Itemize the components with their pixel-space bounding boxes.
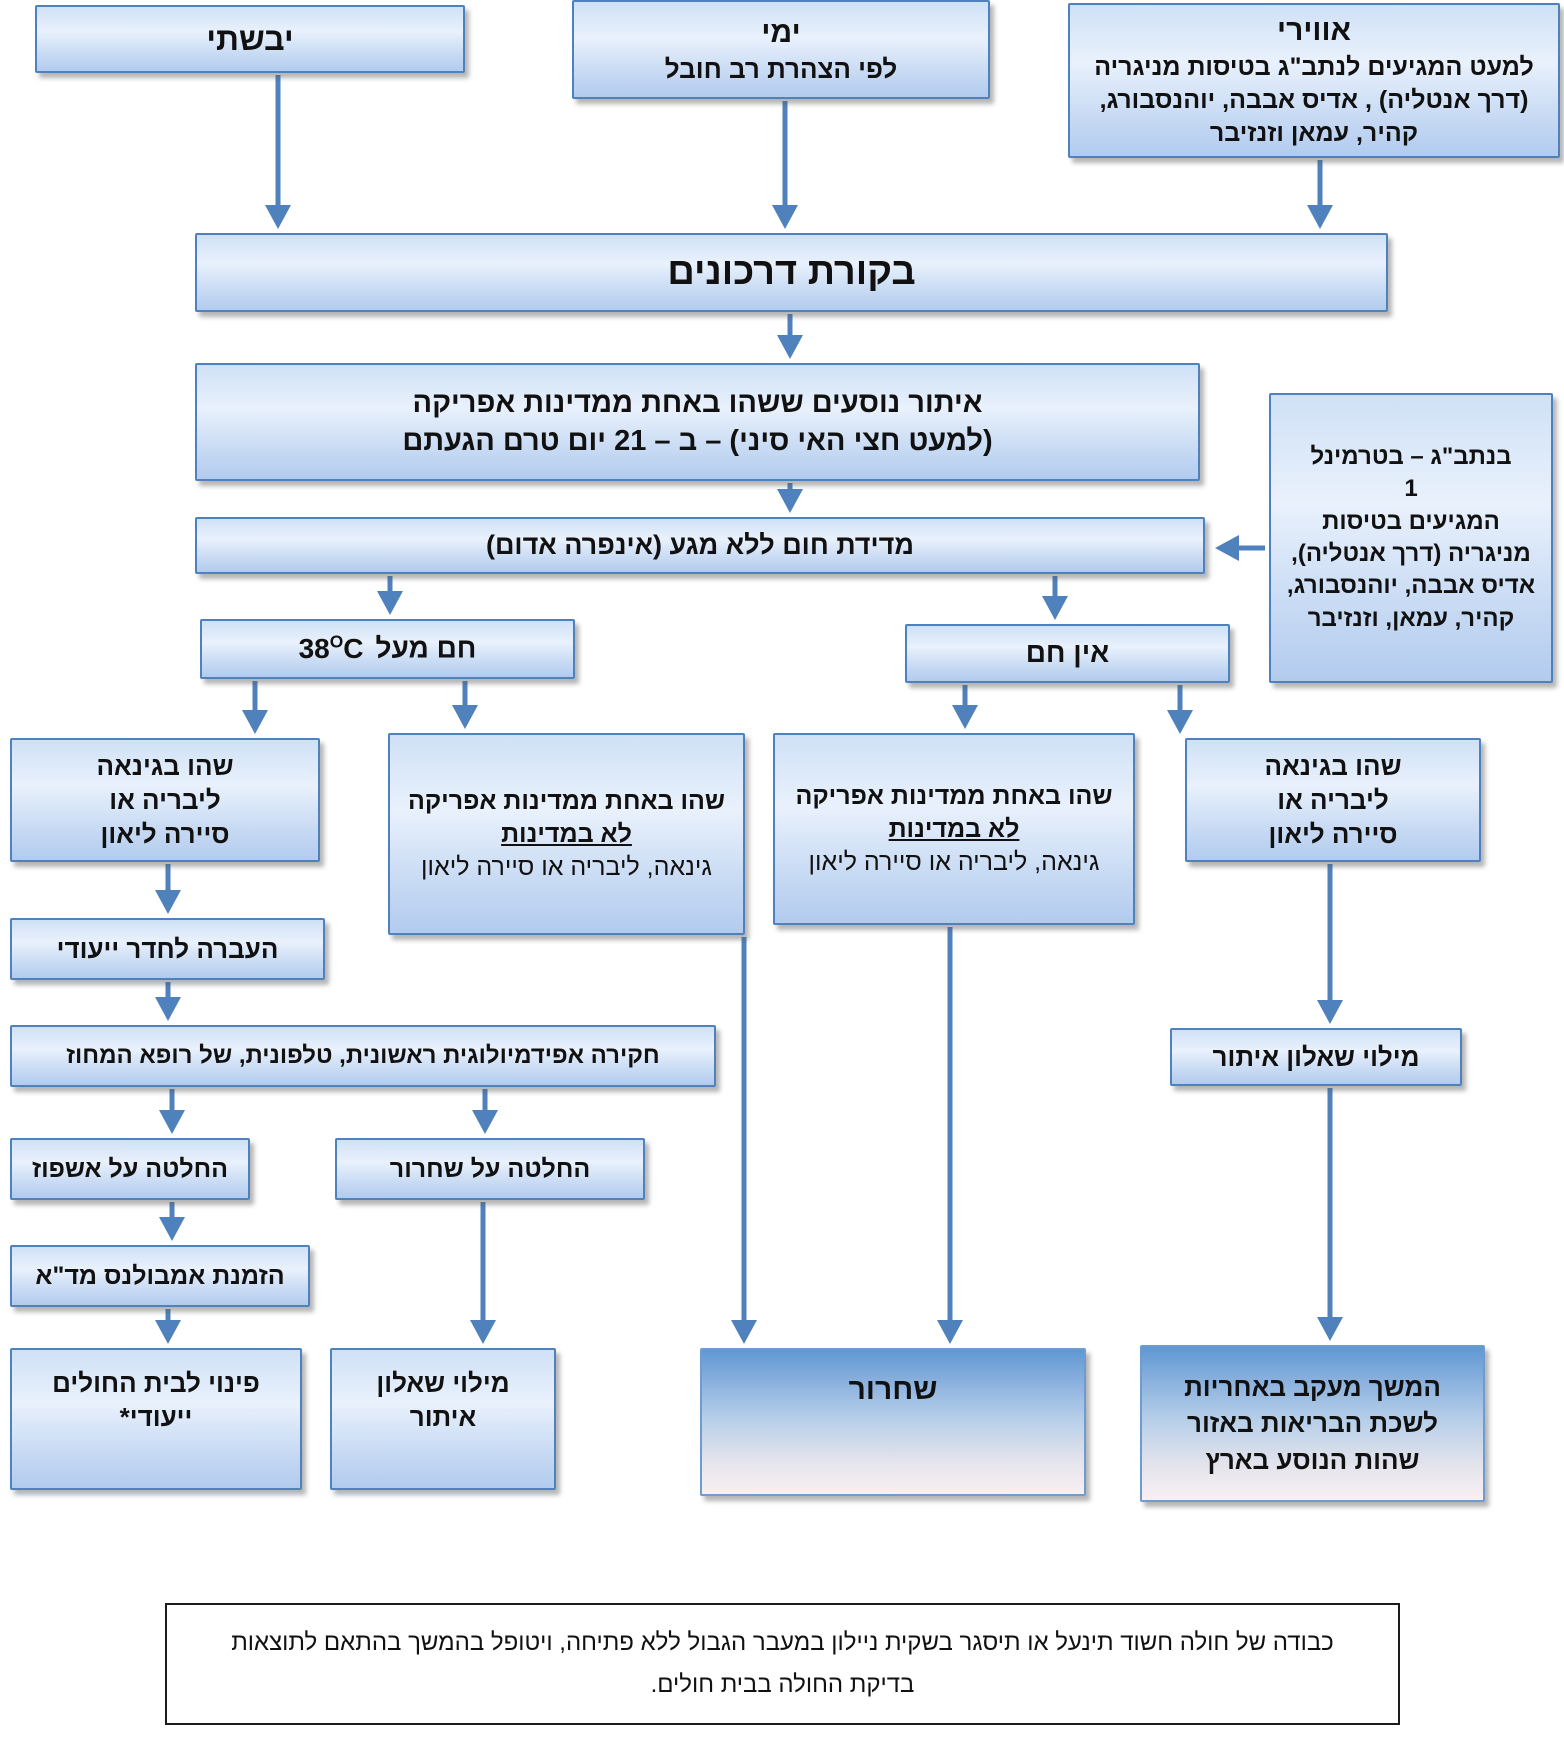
text-line: סיירה ליאון (1268, 819, 1398, 850)
text-line: יבשתי (206, 20, 294, 57)
box-stayed-guinea-no-fever (1185, 738, 1481, 862)
text-line: ייעודי* (119, 1402, 193, 1433)
text-line: (למעט חצי האי סיני) – ב – 21 יום טרם הגעתם (402, 425, 993, 457)
box-locate-travelers (195, 363, 1200, 481)
text-line: לשכת הבריאות באזור (1186, 1408, 1439, 1439)
text-line: פינוי לבית החולים (52, 1368, 260, 1398)
temperature-value: $38^OC$ (298, 631, 364, 664)
text-line: שהו בגינאה (1264, 750, 1402, 781)
text-line: מילוי שאלון איתור (1212, 1041, 1420, 1072)
box-evacuate-hospital (10, 1348, 302, 1490)
box-arrival-sea (572, 0, 990, 99)
text-line: אין חם (1025, 637, 1110, 669)
box-title: ימי (761, 15, 801, 49)
box-stayed-africa-fever (388, 733, 745, 935)
text-line: ליבריה או (109, 784, 221, 815)
text-line: המגיעים בטיסות מניגריה (דרך אנטליה), אדיס אבבה, יוהנסבורג, קהיר, עמאן, וזנזיבר (1286, 507, 1536, 632)
box-transfer-dedicated-room (10, 918, 325, 980)
text-line: בקורת דרכונים (667, 251, 916, 294)
text-line: הזמנת אמבולנס מד"א (35, 1261, 285, 1290)
text-line: בנתב"ג – בטרמינל (1310, 442, 1512, 470)
text-line (299, 630, 477, 667)
box-temperature-check (195, 517, 1205, 574)
fever-label: חם מעל (375, 632, 477, 664)
box-stayed-africa-no-fever (773, 733, 1135, 925)
box-fill-questionnaire-left (330, 1348, 556, 1490)
text-line: מדידת חום ללא מגע (אינפרה אדום) (486, 529, 914, 560)
note-luggage (165, 1603, 1400, 1725)
text-line: החלטה על אשפוז (31, 1154, 229, 1183)
text-line: שחרור (848, 1373, 938, 1406)
box-arrival-air (1068, 3, 1560, 158)
box-terminal1-note (1269, 393, 1553, 683)
text-line: שהות הנוסע בארץ (1205, 1444, 1420, 1475)
note-text: כבודה של חולה חשוד תינעל או תיסגר בשקית ניילון במעבר הגבול ללא פתיחה, ויטופל בהמשך בהתאם לתוצאות בדיקת החולה בבית חולים. (231, 1629, 1334, 1698)
text-line: גינאה, ליבריה או סיירה ליאון (808, 847, 1100, 876)
text-line: לפי הצהרת רב חובל (664, 54, 898, 85)
text-line: מילוי שאלון (376, 1368, 510, 1398)
box-decision-release (335, 1138, 645, 1200)
text-line: שהו באחת ממדינות אפריקה (407, 786, 726, 815)
box-followup-health-bureau (1140, 1345, 1485, 1502)
text-line-underlined: לא במדינות (501, 819, 632, 848)
box-no-fever (905, 624, 1230, 683)
box-stayed-guinea-fever (10, 738, 320, 862)
text-line: ליבריה או (1277, 784, 1389, 815)
text-line: המשך מעקב באחריות (1184, 1371, 1441, 1402)
box-title: אווירי (1277, 14, 1351, 48)
box-passport-control (195, 233, 1388, 312)
text-line: שהו באחת ממדינות אפריקה (795, 781, 1113, 810)
text-line: שהו בגינאה (96, 750, 234, 781)
box-fill-questionnaire-right (1170, 1028, 1462, 1086)
text-line: סיירה ליאון (100, 819, 230, 850)
box-order-ambulance (10, 1245, 310, 1307)
box-decision-hospitalization (10, 1138, 250, 1200)
text-line: חקירה אפידמיולוגית ראשונית, טלפונית, של רופא המחוז (66, 1042, 660, 1070)
box-arrival-land (35, 5, 465, 73)
text-line: החלטה על שחרור (389, 1154, 591, 1183)
text-line: 1 (1404, 475, 1418, 503)
box-release (700, 1348, 1086, 1496)
box-epidemiological-investigation (10, 1025, 716, 1087)
text-line: איתור (409, 1402, 477, 1433)
text-line: איתור נוסעים ששהו באחת ממדינות אפריקה (412, 386, 983, 419)
text-line-underlined: לא במדינות (888, 814, 1020, 843)
text-line: למעט המגיעים לנתב"ג בטיסות מניגריה (דרך אנטליה) , אדיס אבבה, יוהנסבורג, קהיר, עמאן וזנזיבר (1094, 52, 1534, 147)
box-fever-above-38 (200, 619, 575, 679)
text-line: העברה לחדר ייעודי (56, 933, 279, 964)
text-line: גינאה, ליבריה או סיירה ליאון (421, 852, 712, 881)
